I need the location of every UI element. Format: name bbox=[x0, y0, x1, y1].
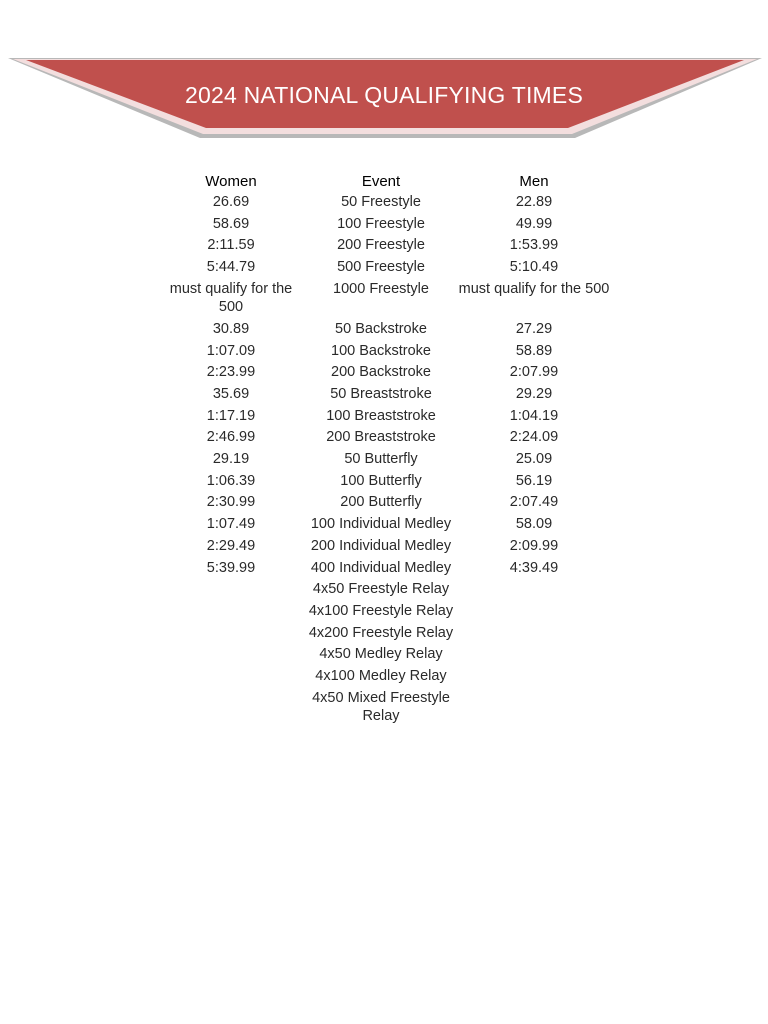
table-row bbox=[156, 558, 612, 580]
men-time-cell: 49.99 bbox=[515, 215, 553, 232]
header-event: Event bbox=[361, 172, 401, 190]
event-name-cell: 50 Butterfly bbox=[344, 451, 418, 468]
women-time-cell bbox=[156, 623, 306, 645]
women-time-cell: 5:39.99 bbox=[206, 559, 256, 576]
event-name-cell: 200 Backstroke bbox=[331, 364, 431, 381]
event-name-cell: 100 Butterfly bbox=[340, 472, 422, 489]
header-men: Men bbox=[519, 172, 549, 190]
women-time-cell: must qualify for the 500 bbox=[169, 280, 293, 316]
men-time-cell: 56.19 bbox=[515, 472, 553, 489]
event-name-cell: 50 Freestyle bbox=[341, 194, 421, 210]
event-name-cell: 200 Butterfly bbox=[340, 494, 422, 511]
women-time-cell bbox=[156, 601, 306, 623]
men-time-cell bbox=[456, 644, 612, 666]
table-row bbox=[156, 492, 612, 514]
men-time-cell bbox=[456, 688, 612, 728]
event-name-cell: 200 Breaststroke bbox=[326, 429, 436, 446]
men-time-cell: 5:10.49 bbox=[509, 259, 559, 276]
men-time-cell: 2:09.99 bbox=[509, 537, 559, 554]
event-name-cell: 4x100 Freestyle Relay bbox=[308, 602, 454, 619]
table-row bbox=[156, 319, 612, 341]
men-time-cell: 58.09 bbox=[515, 516, 553, 533]
men-time-cell: must qualify for the 500 bbox=[458, 280, 610, 297]
table-row bbox=[156, 235, 612, 257]
table-row bbox=[156, 449, 612, 471]
table-row bbox=[156, 601, 612, 623]
men-time-cell: 22.89 bbox=[515, 194, 553, 210]
table-row bbox=[156, 362, 612, 384]
men-time-cell bbox=[456, 666, 612, 688]
women-time-cell: 35.69 bbox=[212, 386, 250, 402]
women-time-cell: 2:30.99 bbox=[206, 494, 256, 511]
table-row bbox=[156, 427, 612, 449]
men-time-cell bbox=[456, 579, 612, 601]
event-name-cell: 100 Individual Medley bbox=[310, 516, 452, 533]
women-time-cell: 30.89 bbox=[212, 320, 250, 337]
men-time-cell: 2:07.99 bbox=[509, 364, 559, 381]
women-time-cell: 29.19 bbox=[212, 451, 250, 468]
table-row bbox=[156, 688, 612, 728]
women-time-cell: 1:06.39 bbox=[206, 472, 256, 489]
qualifying-times-table bbox=[156, 171, 612, 728]
table-row bbox=[156, 406, 612, 428]
women-time-cell bbox=[156, 688, 306, 728]
event-name-cell: 100 Freestyle bbox=[337, 215, 425, 232]
event-name-cell: 50 Backstroke bbox=[335, 320, 427, 337]
event-name-cell: 1000 Freestyle bbox=[333, 280, 429, 297]
men-time-cell: 2:07.49 bbox=[509, 494, 559, 511]
table-row bbox=[156, 341, 612, 363]
event-name-cell: 100 Breaststroke bbox=[326, 407, 436, 424]
event-name-cell: 500 Freestyle bbox=[337, 259, 425, 276]
table-row bbox=[156, 623, 612, 645]
table-row bbox=[156, 384, 612, 406]
men-time-cell: 1:53.99 bbox=[509, 237, 559, 254]
women-time-cell bbox=[156, 579, 306, 601]
event-name-cell: 4x50 Medley Relay bbox=[319, 646, 443, 663]
women-time-cell bbox=[156, 644, 306, 666]
event-name-cell: 4x100 Medley Relay bbox=[315, 667, 447, 684]
header-row bbox=[156, 171, 612, 192]
women-time-cell: 1:17.19 bbox=[206, 407, 256, 424]
men-time-cell: 29.29 bbox=[515, 386, 553, 402]
event-name-cell: 4x50 Freestyle Relay bbox=[312, 581, 450, 598]
event-name-cell: 400 Individual Medley bbox=[310, 559, 452, 576]
men-time-cell: 27.29 bbox=[515, 320, 553, 337]
event-name-cell: 100 Backstroke bbox=[331, 342, 431, 359]
men-time-cell: 4:39.49 bbox=[509, 559, 559, 576]
event-name-cell: 4x200 Freestyle Relay bbox=[308, 624, 454, 641]
table-row bbox=[156, 666, 612, 688]
men-time-cell: 1:04.19 bbox=[509, 407, 559, 424]
women-time-cell: 58.69 bbox=[212, 215, 250, 232]
table-row bbox=[156, 214, 612, 236]
banner-shape bbox=[0, 0, 768, 150]
women-time-cell: 2:46.99 bbox=[206, 429, 256, 446]
table-row bbox=[156, 644, 612, 666]
men-time-cell: 25.09 bbox=[515, 451, 553, 468]
men-time-cell: 58.89 bbox=[515, 342, 553, 359]
page-title: 2024 NATIONAL QUALIFYING TIMES bbox=[185, 82, 583, 108]
men-time-cell bbox=[456, 601, 612, 623]
table-row bbox=[156, 471, 612, 493]
table-row bbox=[156, 514, 612, 536]
women-time-cell: 2:23.99 bbox=[206, 364, 256, 381]
women-time-cell: 2:11.59 bbox=[207, 237, 255, 254]
women-time-cell: 2:29.49 bbox=[206, 537, 256, 554]
women-time-cell bbox=[156, 666, 306, 688]
men-time-cell: 2:24.09 bbox=[509, 429, 559, 446]
table-row bbox=[156, 579, 612, 601]
title-banner bbox=[0, 0, 768, 150]
table-row bbox=[156, 279, 612, 319]
event-name-cell: 200 Individual Medley bbox=[310, 537, 452, 554]
event-name-cell: 4x50 Mixed Freestyle Relay bbox=[312, 689, 450, 725]
table-row bbox=[156, 536, 612, 558]
event-name-cell: 200 Freestyle bbox=[337, 237, 425, 254]
table-row bbox=[156, 257, 612, 279]
header-women: Women bbox=[205, 172, 257, 190]
table-row bbox=[156, 192, 612, 214]
women-time-cell: 1:07.09 bbox=[206, 342, 256, 359]
event-name-cell: 50 Breaststroke bbox=[330, 386, 432, 402]
men-time-cell bbox=[456, 623, 612, 645]
women-time-cell: 26.69 bbox=[212, 194, 250, 210]
women-time-cell: 5:44.79 bbox=[206, 259, 256, 276]
women-time-cell: 1:07.49 bbox=[206, 516, 256, 533]
